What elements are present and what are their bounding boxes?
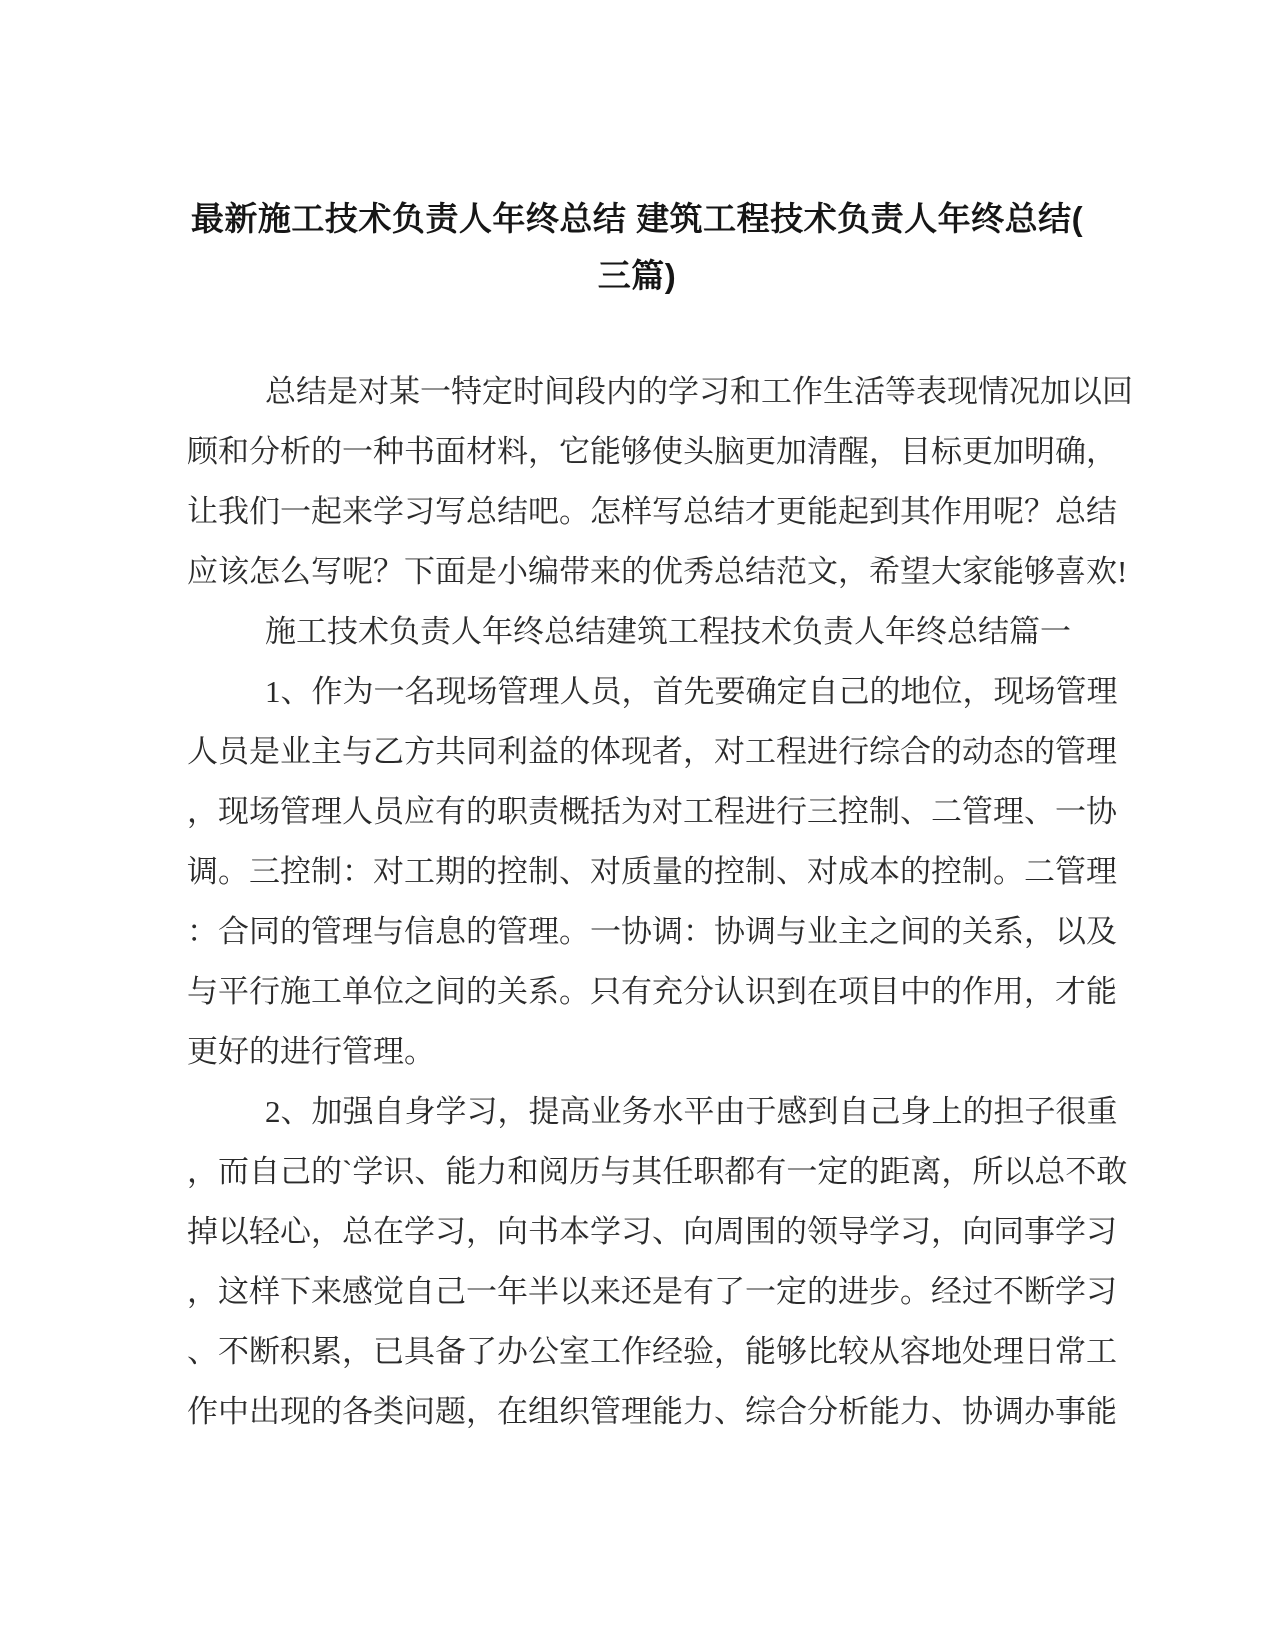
body-line-p1-l3: 让我们一起来学习写总结吧。怎样写总结才更能起到其作用呢？总结: [187, 494, 1117, 529]
body-line-p3-l7: 更好的进行管理。: [187, 1034, 435, 1069]
body-line-p3-l2: 人员是业主与乙方共同利益的体现者，对工程进行综合的动态的管理: [187, 734, 1117, 769]
body-line-p2-l1: 施工技术负责人年终总结建筑工程技术负责人年终总结篇一: [265, 614, 1071, 649]
document-title: [178, 190, 1096, 304]
title-line-1: 最新施工技术负责人年终总结 建筑工程技术负责人年终总结(: [190, 200, 1084, 237]
body-line-p3-l5: ：合同的管理与信息的管理。一协调：协调与业主之间的关系，以及: [187, 914, 1117, 949]
body-line-p4-l4: ，这样下来感觉自己一年半以来还是有了一定的进步。经过不断学习: [187, 1274, 1117, 1309]
body-line-p4-l3: 掉以轻心，总在学习，向书本学习、向周围的领导学习，向同事学习: [187, 1214, 1117, 1249]
document-body: [187, 362, 1133, 1442]
body-line-p3-l1: 1、作为一名现场管理人员，首先要确定自己的地位，现场管理: [265, 674, 1118, 709]
body-line-p3-l4: 调。三控制：对工期的控制、对质量的控制、对成本的控制。二管理: [187, 854, 1117, 889]
body-line-p3-l3: ，现场管理人员应有的职责概括为对工程进行三控制、二管理、一协: [187, 794, 1117, 829]
title-line-2: 三篇): [597, 257, 677, 294]
body-line-p3-l6: 与平行施工单位之间的关系。只有充分认识到在项目中的作用，才能: [187, 974, 1117, 1009]
body-line-p4-l5: 、不断积累，已具备了办公室工作经验，能够比较从容地处理日常工: [187, 1334, 1117, 1369]
body-line-p1-l4: 应该怎么写呢？下面是小编带来的优秀总结范文，希望大家能够喜欢!: [187, 554, 1128, 589]
body-line-p1-l1: 总结是对某一特定时间段内的学习和工作生活等表现情况加以回: [265, 374, 1133, 409]
body-line-p4-l2: ，而自己的`学识、能力和阅历与其任职都有一定的距离，所以总不敢: [187, 1154, 1128, 1189]
body-line-p4-l1: 2、加强自身学习，提高业务水平由于感到自己身上的担子很重: [265, 1094, 1118, 1129]
body-line-p1-l2: 顾和分析的一种书面材料，它能够使头脑更加清醒，目标更加明确，: [187, 434, 1117, 469]
body-line-p4-l6: 作中出现的各类问题，在组织管理能力、综合分析能力、协调办事能: [187, 1394, 1117, 1429]
